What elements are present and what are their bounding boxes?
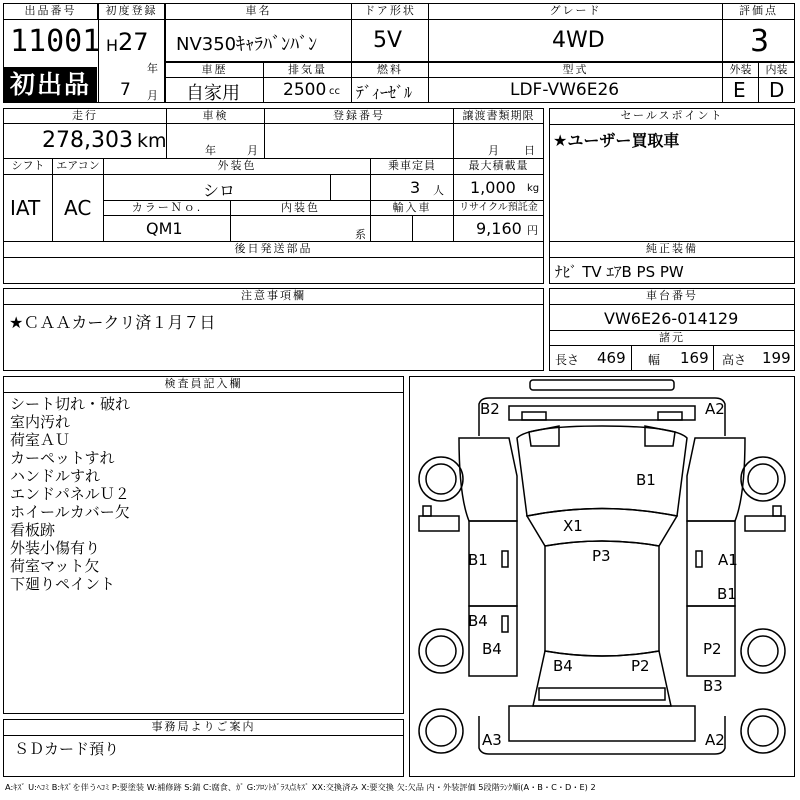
max-load-unit: kg xyxy=(527,183,540,194)
mark-b1-right: B1 xyxy=(717,585,737,603)
inspector-notes-list xyxy=(10,395,130,593)
later-parts-cell xyxy=(3,257,544,284)
history-header: 車歴 xyxy=(165,62,264,78)
model: LDF-VW6E26 xyxy=(510,80,620,100)
mark-b4-rear-left: B4 xyxy=(482,640,502,658)
transfer-month-label: 月 xyxy=(488,144,499,157)
mark-a3: A3 xyxy=(482,731,502,749)
aircon: AC xyxy=(64,196,92,220)
inspector-note-item: ハンドルすれ xyxy=(10,467,101,485)
inspector-header: 検査員記入欄 xyxy=(3,376,404,393)
mark-a2-top: A2 xyxy=(705,400,725,418)
shift: IAT xyxy=(10,196,41,220)
legend: A:ｷｽﾞ U:ﾍｺﾐ B:ｷｽﾞを伴うﾍｺﾐ P:要塗装 W:補修跡 S:錆 C:腐食、ｶﾞ G:ﾌﾛﾝﾄｶﾞﾗｽ点ｷｽﾞ XX:交換済み X:要交換 欠:欠品 内・外装評価 5段階ﾗﾝｸ順(A・B・C・D・E) 2 xyxy=(5,782,596,792)
dim-width-value: 169 xyxy=(680,349,709,367)
interior-score: D xyxy=(769,78,785,102)
fuel-header: 燃料 xyxy=(351,62,429,78)
inspection-year-label: 年 xyxy=(205,144,216,157)
mark-b3: B3 xyxy=(703,677,723,695)
color-no: QM1 xyxy=(146,219,183,238)
exterior-score: E xyxy=(733,78,746,102)
dim-length-value: 469 xyxy=(597,349,626,367)
lot-number: 11001 xyxy=(10,24,101,59)
inspector-note-item: 荷室マット欠 xyxy=(10,557,100,575)
car-name-header: 車名 xyxy=(165,3,352,20)
transfer-day-label: 日 xyxy=(524,144,535,157)
mark-p2-right: P2 xyxy=(703,640,722,658)
dim-width-label: 幅 xyxy=(648,353,661,367)
notes-header: 注意事項欄 xyxy=(3,288,544,305)
displacement-header: 排気量 xyxy=(263,62,352,78)
car-diagram xyxy=(409,376,795,777)
car-name: NV350ｷｬﾗﾊﾞﾝﾊﾞﾝ xyxy=(176,34,318,55)
mark-b2: B2 xyxy=(480,400,500,418)
score: 3 xyxy=(750,24,770,59)
door-type: 5V xyxy=(373,28,403,53)
chassis-no-header: 車台番号 xyxy=(549,288,795,305)
fuel: ﾃﾞｨｰｾﾞﾙ xyxy=(356,83,413,102)
mark-a2-bottom: A2 xyxy=(705,731,725,749)
ext-color: シロ xyxy=(203,181,236,200)
office-header: 事務局よりご案内 xyxy=(3,719,404,736)
recycle-unit: 円 xyxy=(527,224,538,237)
capacity-header: 乗車定員 xyxy=(370,158,454,175)
ext-color-extra xyxy=(330,174,371,201)
ext-color-header: 外装色 xyxy=(103,158,371,175)
history: 自家用 xyxy=(186,83,240,104)
inspector-note-item: 外装小傷有り xyxy=(10,539,101,557)
dim-height-label: 高さ xyxy=(722,353,747,367)
mark-b4-bottom: B4 xyxy=(553,657,573,675)
mark-b4-left: B4 xyxy=(468,612,488,630)
year-label: 年 xyxy=(147,62,158,75)
import-cell-b xyxy=(412,215,454,242)
first-reg-header: 初度登録 xyxy=(98,3,165,20)
reg-no-cell xyxy=(264,123,454,159)
dimensions-header: 諸元 xyxy=(549,330,795,346)
mark-b1-hood: B1 xyxy=(636,471,656,489)
door-header: ドア形状 xyxy=(351,3,429,20)
max-load-value: 1,000 xyxy=(470,178,516,197)
import-header: 輸入車 xyxy=(370,200,454,216)
dim-height-value: 199 xyxy=(762,349,791,367)
mark-p2-bottom: P2 xyxy=(631,657,650,675)
displacement-unit: cc xyxy=(329,86,340,97)
transfer-header: 譲渡書類期限 xyxy=(453,108,544,124)
inspection-month-label: 月 xyxy=(247,144,258,157)
mark-p3: P3 xyxy=(592,547,611,565)
first-reg-year: 27 xyxy=(118,28,149,56)
exterior-header: 外装 xyxy=(722,62,759,78)
max-load-header: 最大積載量 xyxy=(453,158,544,175)
inspector-note-item: 看板跡 xyxy=(10,521,56,539)
factory-equip: ﾅﾋﾞ TV ｴｱB PS PW xyxy=(555,263,684,281)
mark-a1-right: A1 xyxy=(718,551,738,569)
displacement-value: 2500 xyxy=(283,80,327,100)
recycle-header: リサイクル預託金 xyxy=(453,200,544,216)
lot-number-header: 出品番号 xyxy=(3,3,98,20)
inspector-note-item: エンドパネルＵ２ xyxy=(10,485,130,503)
import-cell-a xyxy=(370,215,413,242)
int-color-suffix: 系 xyxy=(355,228,366,241)
inspector-note-item: シート切れ・破れ xyxy=(10,395,131,413)
model-header: 型式 xyxy=(428,62,723,78)
score-border xyxy=(722,3,795,62)
factory-equip-header: 純正装備 xyxy=(549,241,795,258)
sales-point: ★ユーザー買取車 xyxy=(553,131,680,150)
reg-no-header: 登録番号 xyxy=(264,108,454,124)
inspector-note-item: 荷室ＡＵ xyxy=(10,431,71,449)
mark-b1-left: B1 xyxy=(468,551,488,569)
inspector-note-item: 室内汚れ xyxy=(10,413,71,431)
lot-border xyxy=(3,3,99,103)
month-label: 月 xyxy=(147,89,158,102)
mileage-value: 278,303 xyxy=(42,128,133,153)
capacity-unit: 人 xyxy=(433,184,444,197)
mileage-header: 走行 xyxy=(3,108,167,124)
first-reg-month: 7 xyxy=(120,80,131,100)
chassis-no: VW6E26-014129 xyxy=(604,309,739,328)
score-header: 評価点 xyxy=(722,3,795,20)
grade-header: グレード xyxy=(428,3,723,20)
recycle-value: 9,160 xyxy=(476,219,522,238)
dim-length-label: 長さ xyxy=(555,353,580,367)
shift-header: シフト xyxy=(3,158,53,175)
int-color-header: 内装色 xyxy=(230,200,371,216)
first-reg-era: H xyxy=(106,36,119,55)
first-listing-badge: 初出品 xyxy=(4,67,97,102)
color-no-header: カラーＮｏ. xyxy=(103,200,231,216)
inspector-note-item: ホイールカバー欠 xyxy=(10,503,130,521)
aircon-header: エアコン xyxy=(52,158,104,175)
notes: ★ＣＡＡカークリ済１月７日 xyxy=(9,313,216,332)
inspection-header: 車検 xyxy=(166,108,265,124)
mileage-unit: km xyxy=(137,130,167,152)
mark-x1: X1 xyxy=(563,517,583,535)
inspector-note-item: 下廻りペイント xyxy=(10,575,116,593)
grade: 4WD xyxy=(552,28,605,53)
inspector-note-item: カーペットすれ xyxy=(10,449,115,467)
int-color-cell xyxy=(230,215,371,242)
office-note: ＳＤカード預り xyxy=(14,740,120,758)
interior-header: 内装 xyxy=(758,62,795,78)
first-reg-border xyxy=(98,3,165,103)
later-parts-header: 後日発送部品 xyxy=(3,241,544,258)
capacity-value: 3 xyxy=(410,178,421,197)
sales-points-header: セールスポイント xyxy=(549,108,795,125)
